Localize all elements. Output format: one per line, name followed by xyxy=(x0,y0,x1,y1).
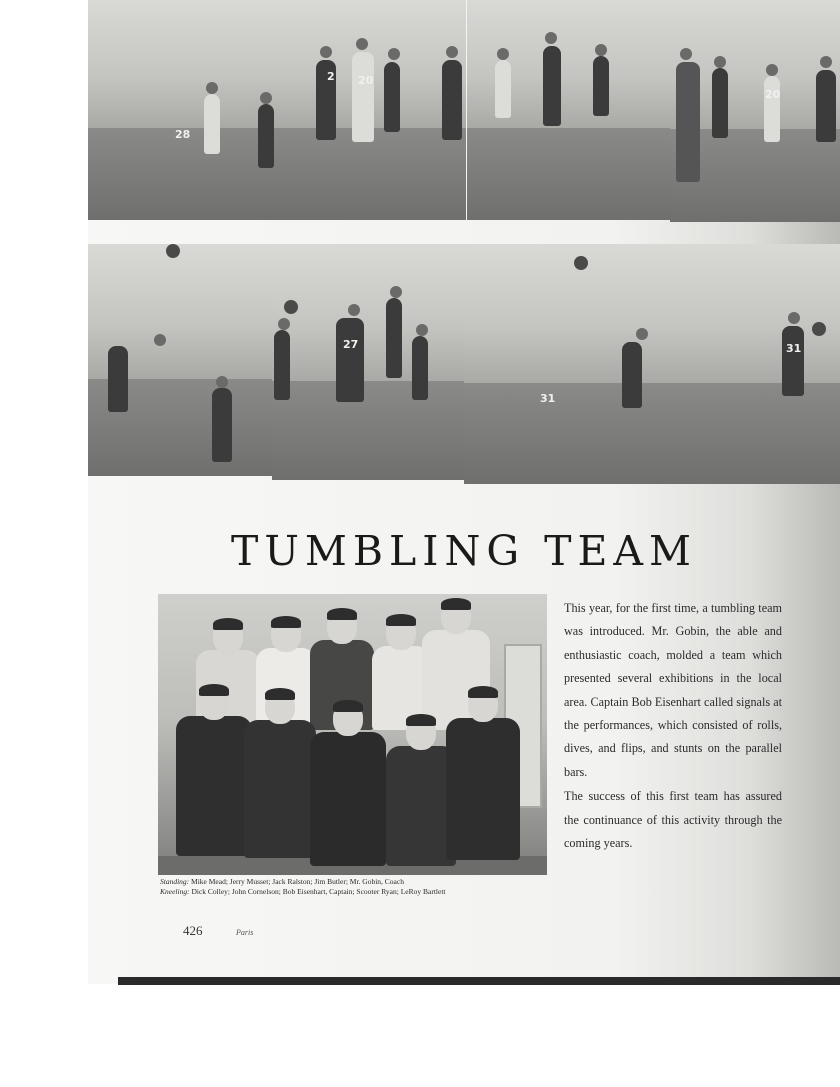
standing-label: Standing: xyxy=(160,877,190,886)
caption-standing xyxy=(160,877,580,887)
basketball-photo-1 xyxy=(88,0,276,220)
jersey-number: 28 xyxy=(175,128,191,141)
photo-caption xyxy=(160,877,580,897)
page-number: 426 xyxy=(183,923,203,938)
jersey-number: 31 xyxy=(786,342,802,355)
page-edge-bar xyxy=(118,977,840,985)
kneeling-label: Kneeling: xyxy=(160,887,190,896)
jersey-number: 31 xyxy=(540,392,556,405)
kneeling-names: Dick Colley; John Cornelson; Bob Eisenhart, Captain; Scooter Ryan; LeRoy Bartlett xyxy=(191,887,446,896)
basketball-photo-5 xyxy=(88,244,272,476)
standing-names: Mike Mead; Jerry Musset; Jack Ralston; Jim Butler; Mr. Gobin, Coach xyxy=(191,877,404,886)
school-name: Paris xyxy=(236,928,254,937)
basketball-photo-7 xyxy=(464,244,664,484)
basketball-photo-4 xyxy=(670,0,840,222)
basketball-photo-6 xyxy=(272,244,464,480)
paragraph: This year, for the first time, a tumbling team was introduced. Mr. Gobin, the able and enthusiastic coach, molded a team which presented several exhibitions in the local area. Captain Bob Eisenhart called signals at the performances, which consisted of rolls, dives, and flips, and stunts on the parallel bars. xyxy=(564,601,782,779)
basketball-photo-2 xyxy=(276,0,466,220)
team-photo xyxy=(158,594,547,875)
basketball-photo-8 xyxy=(664,244,840,484)
paragraph: The success of this first team has assured the continuance of this activity through the coming years. xyxy=(564,789,782,851)
article-text xyxy=(564,597,782,856)
basketball-photo-3 xyxy=(467,0,670,220)
jersey-number: 27 xyxy=(343,338,359,351)
page-title: TUMBLING TEAM xyxy=(231,527,697,575)
jersey-number: 20 xyxy=(358,74,374,87)
jersey-number: 2 xyxy=(327,70,335,83)
jersey-number: 20 xyxy=(765,88,781,101)
caption-kneeling xyxy=(160,887,580,897)
